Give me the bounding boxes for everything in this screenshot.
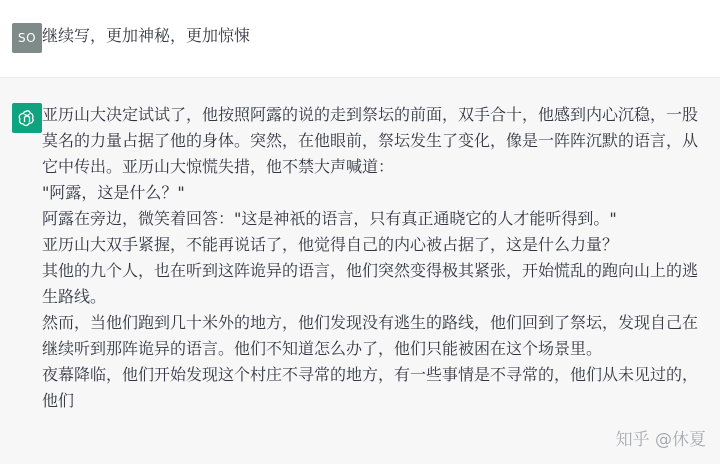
assistant-message-row (0, 78, 720, 464)
user-message-text: 继续写，更加神秘，更加惊悚 (42, 26, 251, 45)
paragraph: 其他的九个人，也在听到这阵诡异的语言，他们突然变得极其紧张，开始慌乱的跑向山上的逃生路线。 (42, 261, 699, 306)
user-message-row (0, 0, 720, 78)
paragraph: "阿露，这是什么？" (42, 183, 185, 202)
openai-logo-icon (12, 103, 42, 133)
paragraph: 亚历山大决定试试了，他按照阿露的说的走到祭坛的前面，双手合十，他感到内心沉稳，一股莫名的力量占据了他的身体。突然，在他眼前，祭坛发生了变化，像是一阵阵沉默的语言，从它中传出。亚历山大惊慌失措，他不禁大声喊道： (42, 105, 699, 176)
paragraph: 然而，当他们跑到几十米外的地方，他们发现没有逃生的路线，他们回到了祭坛，发现自己在继续听到那阵诡异的语言。他们不知道怎么办了，他们只能被困在这个场景里。 (42, 313, 699, 358)
paragraph: 亚历山大双手紧握，不能再说话了，他觉得自己的内心被占据了，这是什么力量？ (42, 235, 619, 254)
paragraph: 阿露在旁边，微笑着回答："这是神祇的语言，只有真正通晓它的人才能听得到。" (42, 209, 617, 228)
user-avatar: SO (12, 23, 42, 53)
zhihu-watermark: 知乎 @休夏 (615, 430, 706, 450)
paragraph: 夜幕降临，他们开始发现这个村庄不寻常的地方，有一些事情是不寻常的，他们从未见过的，他们 (42, 365, 699, 410)
assistant-message-text (42, 102, 704, 414)
